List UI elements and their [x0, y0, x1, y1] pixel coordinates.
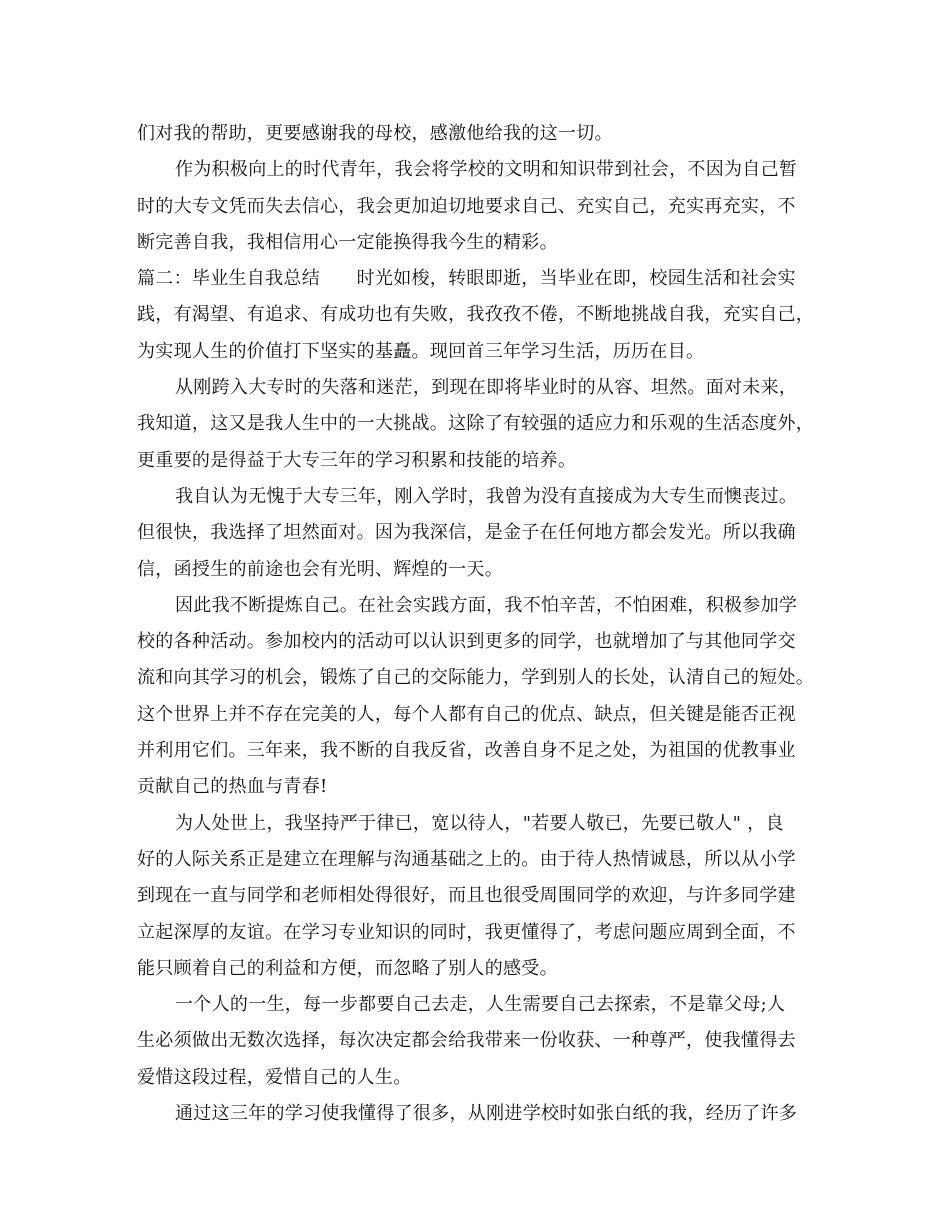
text-line: 我知道，这又是我人生中的一大挑战。这除了有较强的适应力和乐观的生活态度外， [137, 413, 815, 435]
text-line: 能只顾着自己的利益和方便，而忽略了别人的感受。 [137, 957, 558, 979]
text-line: 因此我不断提炼自己。在社会实践方面，我不怕辛苦，不怕困难，积极参加学 [175, 594, 798, 616]
text-line: 为实现人生的价值打下坚实的基矗。现回首三年学习生活，历历在目。 [137, 340, 705, 362]
text-line: 通过这三年的学习使我懂得了很多，从刚进学校时如张白纸的我，经历了许多 [175, 1103, 798, 1125]
text-line: 践，有渴望、有追求、有成功也有失败，我孜孜不倦，不断地挑战自我，充实自己， [137, 304, 815, 326]
text-line: 时的大专文凭而失去信心，我会更加迫切地要求自己、充实自己，充实再充实，不 [137, 195, 796, 217]
text-line: 断完善自我，我相信用心一定能换得我今生的精彩。 [137, 231, 558, 253]
text-line: 篇二：毕业生自我总结 时光如梭，转眼即逝，当毕业在即，校园生活和社会实 [137, 268, 796, 290]
text-line: 作为积极向上的时代青年，我会将学校的文明和知识带到社会，不因为自己暂 [175, 159, 798, 181]
text-line: 这个世界上并不存在完美的人，每个人都有自己的优点、缺点，但关键是能否正视 [137, 703, 796, 725]
text-line: 信，函授生的前途也会有光明、辉煌的一天。 [137, 558, 503, 580]
text-line: 流和向其学习的机会，锻炼了自己的交际能力，学到别人的长处，认清自己的短处。 [137, 667, 815, 689]
text-line: 我自认为无愧于大专三年，刚入学时，我曾为没有直接成为大专生而懊丧过。 [175, 485, 798, 507]
document-body [137, 116, 827, 1132]
text-line: 贡献自己的热血与青春! [137, 776, 328, 798]
text-line: 为人处世上，我坚持严于律已，宽以待人，"若要人敬已，先要已敬人" ，良 [175, 812, 784, 834]
text-line: 爱惜这段过程，爱惜自己的人生。 [137, 1066, 412, 1088]
text-line: 们对我的帮助，更要感谢我的母校，感激他给我的这一切。 [137, 123, 613, 144]
text-line: 到现在一直与同学和老师相处得很好，而且也很受周围同学的欢迎，与许多同学建 [137, 885, 796, 907]
text-line: 更重要的是得益于大专三年的学习积累和技能的培养。 [137, 449, 577, 471]
text-line: 生必须做出无数次选择，每次决定都会给我带来一份收获、一种尊严，使我懂得去 [137, 1030, 796, 1052]
text-line: 并利用它们。三年来，我不断的自我反省，改善自身不足之处，为祖国的优教事业 [137, 740, 796, 762]
text-line: 立起深厚的友谊。在学习专业知识的同时，我更懂得了，考虑问题应周到全面，不 [137, 921, 796, 943]
text-line: 但很快，我选择了坦然面对。因为我深信，是金子在任何地方都会发光。所以我确 [137, 522, 796, 544]
text-line: 校的各种活动。参加校内的活动可以认识到更多的同学，也就增加了与其他同学交 [137, 631, 796, 653]
text-line: 好的人际关系正是建立在理解与沟通基础之上的。由于待人热情诚恳，所以从小学 [137, 848, 796, 870]
text-line: 从刚跨入大专时的失落和迷茫，到现在即将毕业时的从容、坦然。面对未来， [175, 377, 798, 399]
text-line: 一个人的一生，每一步都要自己去走，人生需要自己去探索，不是靠父母;人 [175, 994, 786, 1016]
